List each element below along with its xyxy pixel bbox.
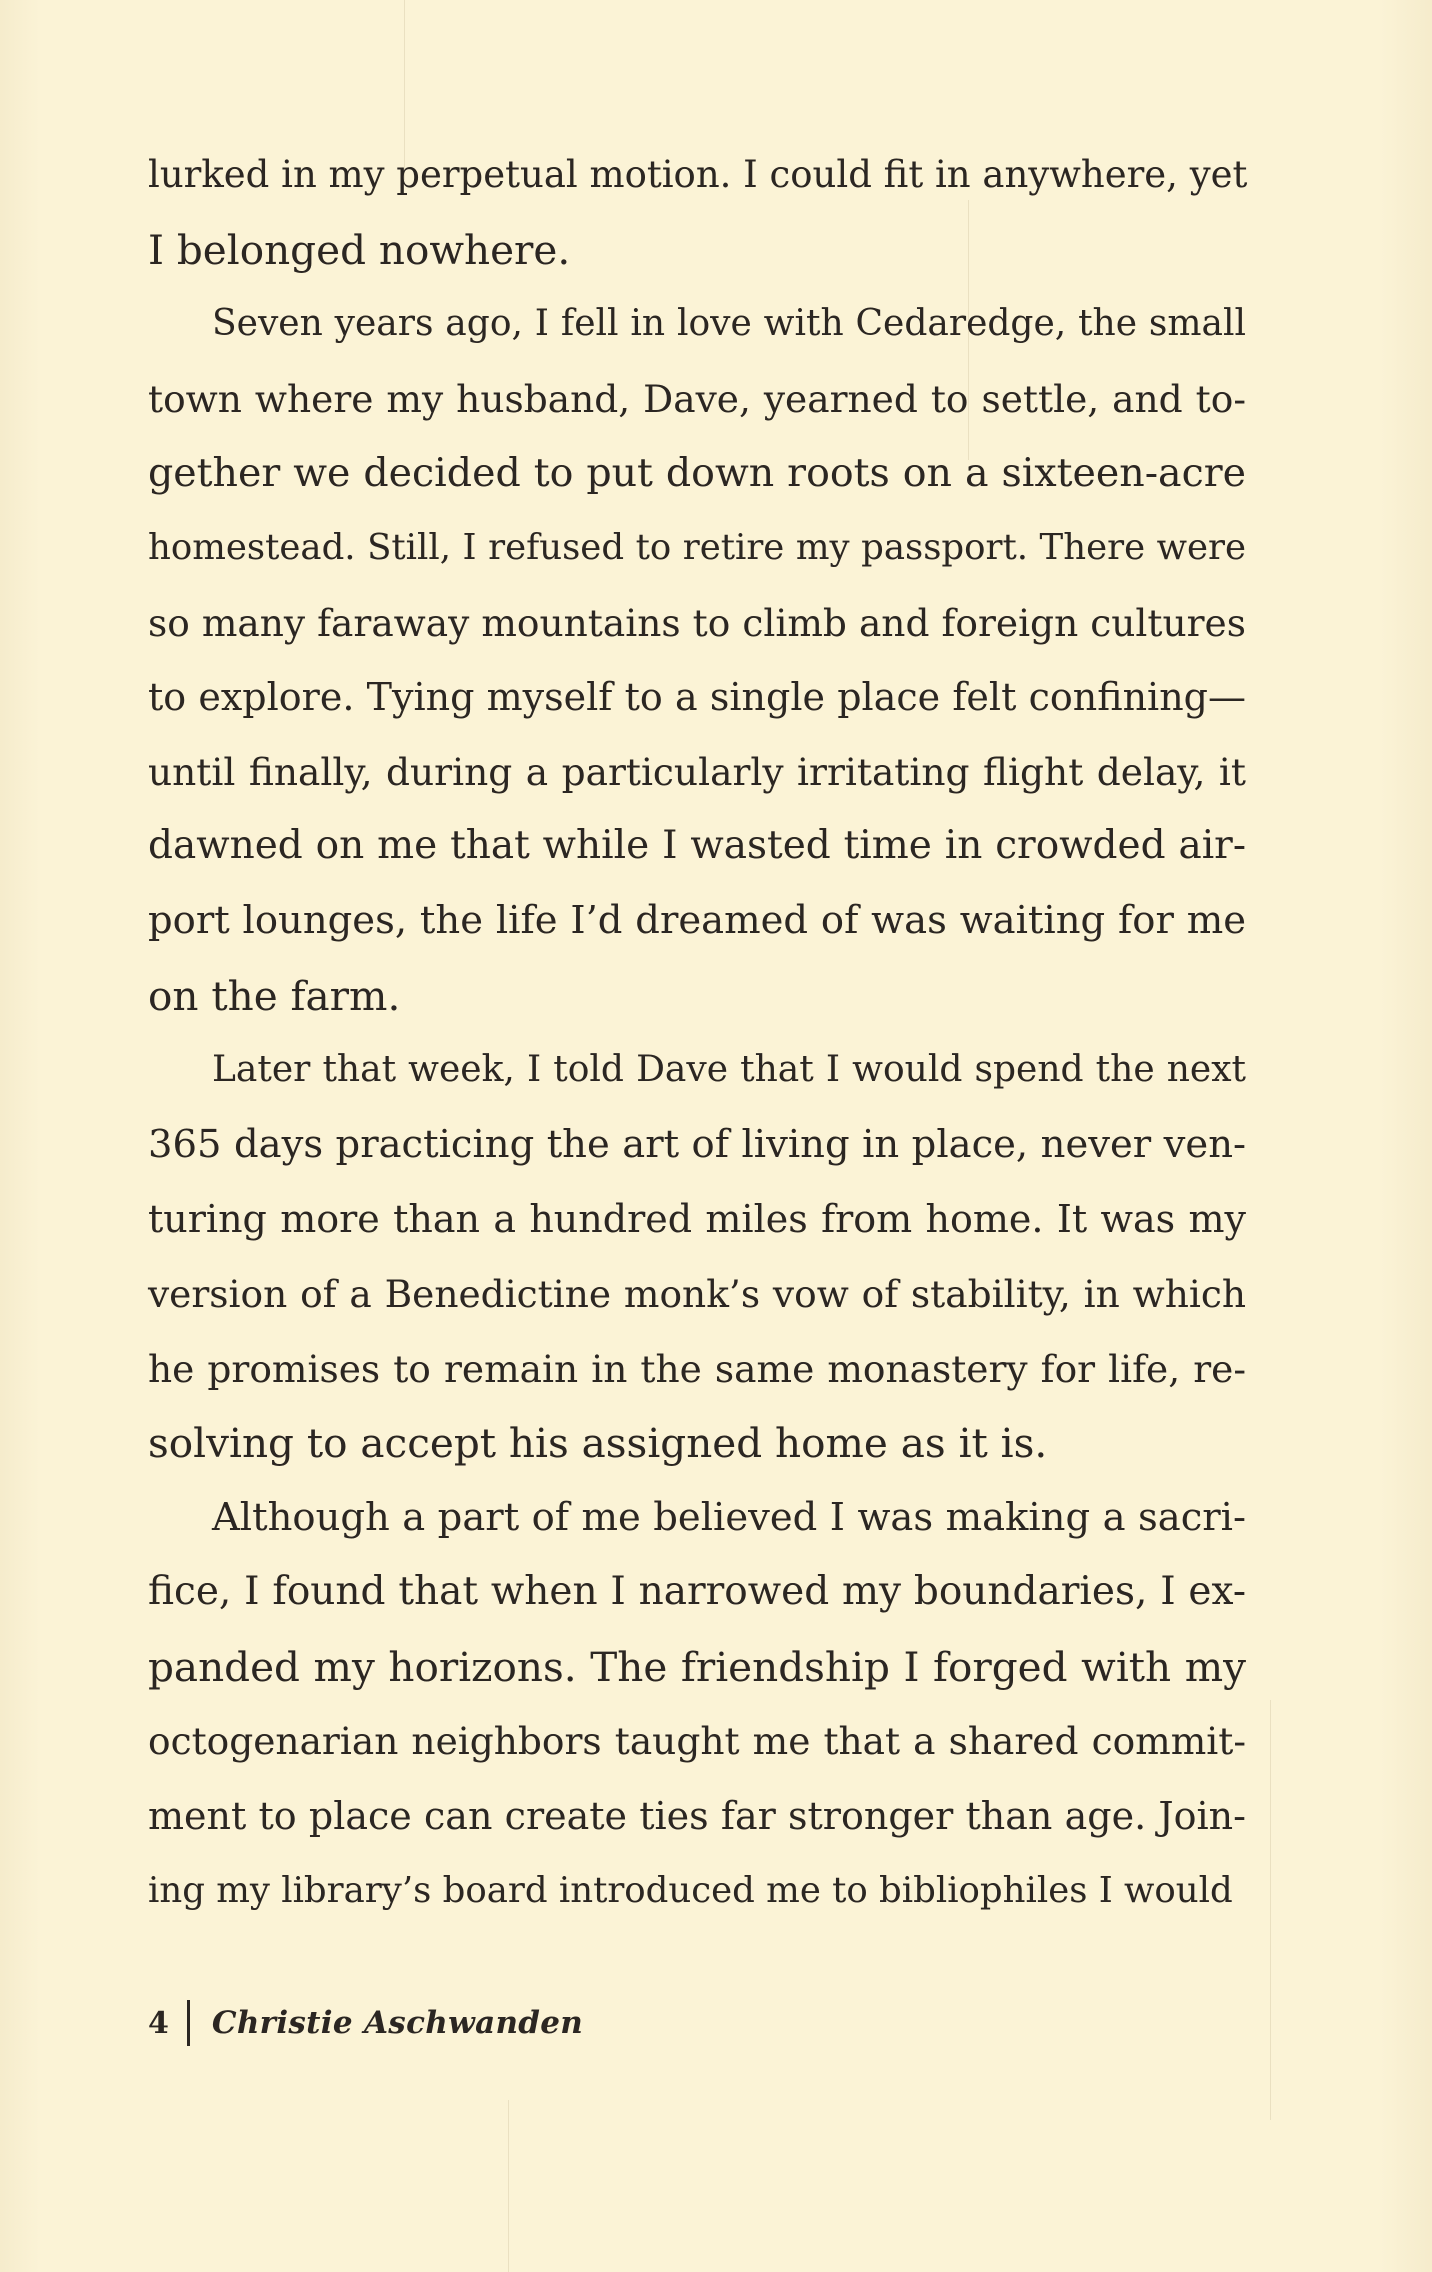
text-line: Seven years ago, I fell in love with Cedaredge, the small bbox=[212, 303, 1246, 345]
text-line: turing more than a hundred miles from home. It was my bbox=[148, 1197, 1246, 1242]
page-footer bbox=[148, 1998, 583, 2048]
text-line: octogenarian neighbors taught me that a shared commit- bbox=[148, 1719, 1246, 1764]
footer-divider bbox=[187, 2000, 190, 2046]
text-line: fice, I found that when I narrowed my boundaries, I ex- bbox=[148, 1569, 1246, 1615]
page-number: 4 bbox=[148, 2005, 169, 2041]
text-line: he promises to remain in the same monastery for life, re- bbox=[148, 1346, 1246, 1391]
paragraph bbox=[148, 287, 1246, 1033]
text-line: panded my horizons. The friendship I forged with my bbox=[148, 1642, 1246, 1691]
text-line: dawned on me that while I wasted time in crowded air- bbox=[148, 823, 1246, 869]
text-line: ing my library’s board introduced me to bibliophiles I would bbox=[148, 1869, 1233, 1911]
text-line: version of a Benedictine monk’s vow of stability, in which bbox=[148, 1271, 1246, 1316]
text-line: gether we decided to put down roots on a sixteen-acre bbox=[148, 450, 1246, 497]
text-line: homestead. Still, I refused to retire my passport. There were bbox=[148, 526, 1246, 568]
text-line: Although a part of me believed I was making a sacri- bbox=[212, 1494, 1246, 1540]
text-line: until finally, during a particularly irritating flight delay, it bbox=[148, 749, 1246, 794]
text-line: ment to place can create ties far stronger than age. Join- bbox=[148, 1794, 1246, 1839]
text-line: 365 days practicing the art of living in place, never ven- bbox=[148, 1121, 1246, 1167]
text-line: on the farm. bbox=[148, 971, 401, 1020]
paragraph bbox=[148, 1033, 1246, 1481]
text-line: I belonged nowhere. bbox=[148, 225, 571, 274]
text-line: port lounges, the life I’d dreamed of was waiting for me bbox=[148, 897, 1246, 943]
paragraph bbox=[148, 1481, 1246, 1929]
running-footer-author: Christie Aschwanden bbox=[211, 2005, 584, 2041]
text-line: lurked in my perpetual motion. I could fit in anywhere, yet bbox=[148, 153, 1248, 196]
text-line: to explore. Tying myself to a single place felt confining— bbox=[148, 675, 1246, 720]
text-line: town where my husband, Dave, yearned to settle, and to- bbox=[148, 376, 1246, 421]
scan-streak bbox=[1270, 1700, 1271, 2120]
text-line: solving to accept his assigned home as it is. bbox=[148, 1419, 1048, 1468]
text-line: so many faraway mountains to climb and foreign cultures bbox=[148, 600, 1246, 645]
scan-streak bbox=[508, 2100, 509, 2272]
body-text bbox=[148, 138, 1246, 1928]
paragraph bbox=[148, 138, 1246, 287]
text-line: Later that week, I told Dave that I would spend the next bbox=[212, 1049, 1246, 1091]
